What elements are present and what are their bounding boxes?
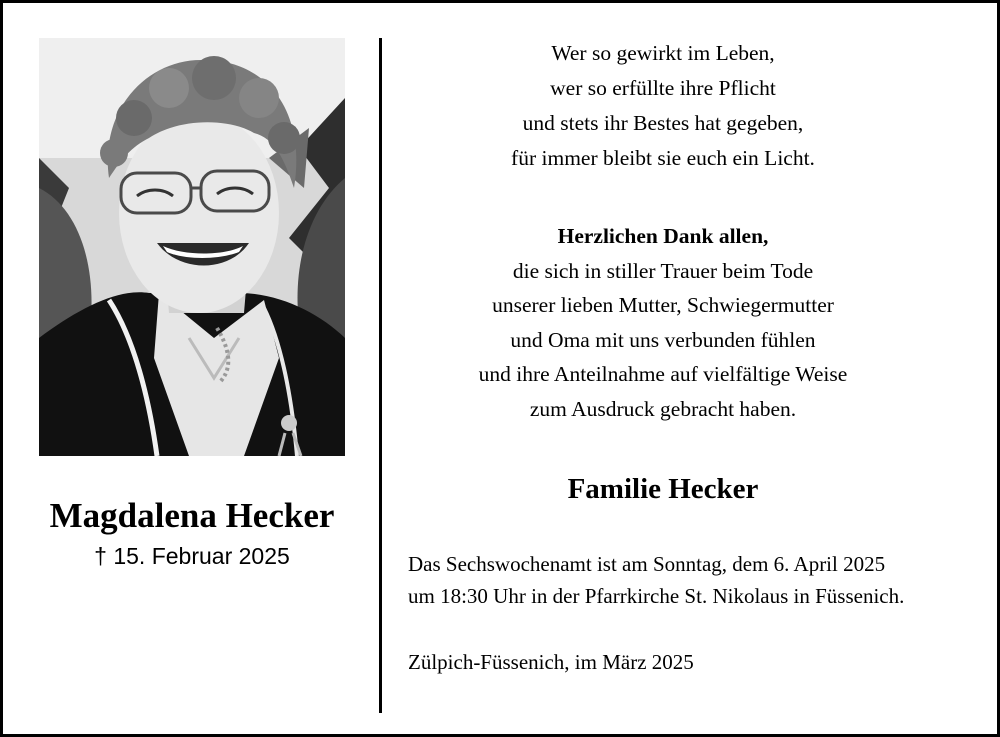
thanks-line: und ihre Anteilnahme auf vielfältige Weise: [478, 362, 848, 386]
thanks-heading: Herzlichen Dank allen,: [557, 224, 769, 248]
portrait-photo: [39, 38, 345, 456]
place-date: Zülpich-Füssenich, im März 2025: [408, 650, 694, 674]
notice-line: Das Sechswochenamt ist am Sonntag, dem 6. April 2025: [408, 552, 886, 576]
family-signature: Familie Hecker: [567, 473, 759, 505]
vertical-divider: [379, 38, 382, 713]
poem-line: Wer so gewirkt im Leben,: [551, 41, 775, 65]
thanks-line: zum Ausdruck gebracht haben.: [529, 396, 797, 421]
poem-line: und stets ihr Bestes hat gegeben,: [522, 111, 804, 135]
poem-line: wer so erfüllte ihre Pflicht: [550, 76, 776, 100]
death-date: † 15. Februar 2025: [94, 543, 290, 569]
thanks-line: die sich in stiller Trauer beim Tode: [512, 258, 814, 283]
thanks-section: [383, 219, 943, 426]
poem: [383, 36, 943, 176]
notice-line: um 18:30 Uhr in der Pfarrkirche St. Nikolaus in Füssenich.: [408, 584, 905, 608]
poem-line: für immer bleibt sie euch ein Licht.: [511, 146, 815, 170]
thanks-line: und Oma mit uns verbunden fühlen: [510, 327, 816, 352]
deceased-name: Magdalena Hecker: [49, 496, 335, 535]
thanks-line: unserer lieben Mutter, Schwiegermutter: [492, 293, 834, 317]
mass-notice: [408, 548, 988, 612]
